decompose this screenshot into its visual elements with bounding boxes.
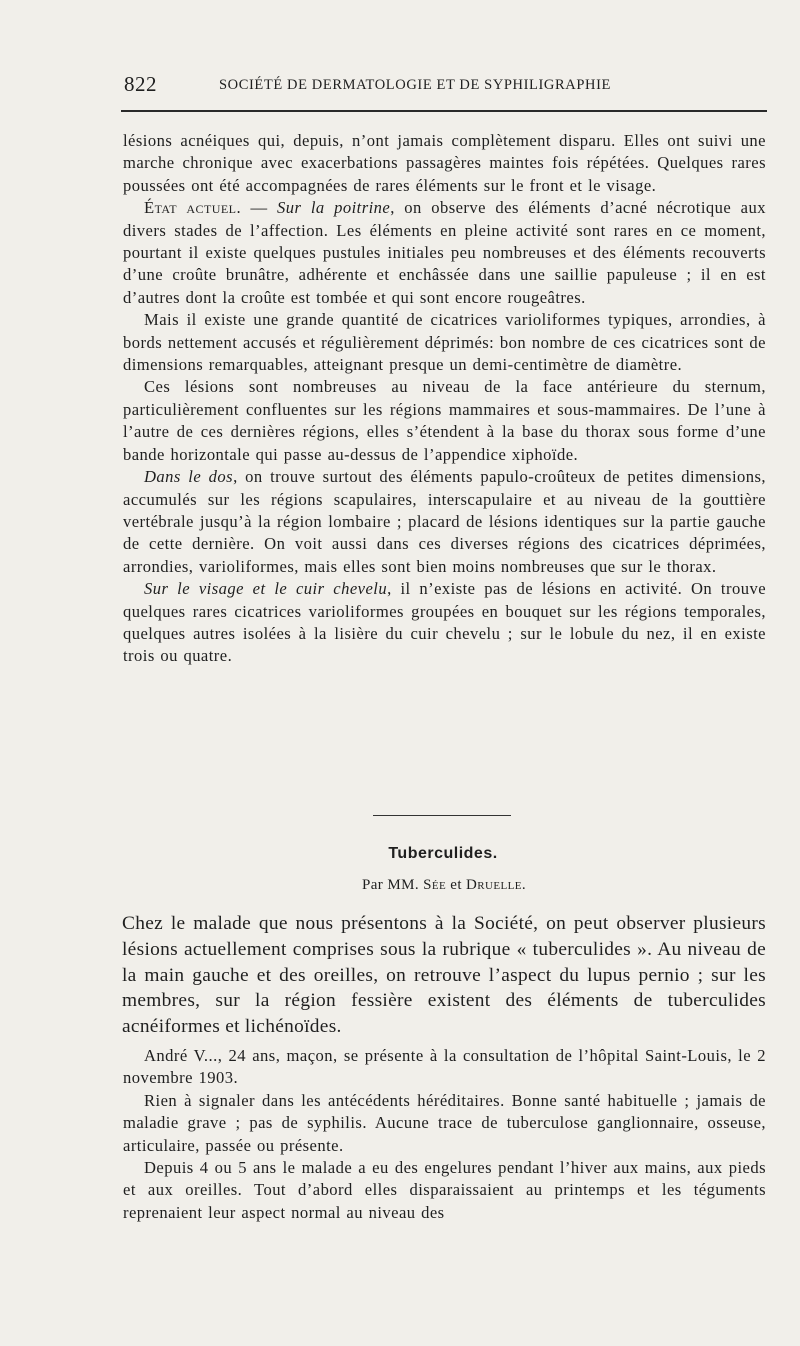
paragraph: Mais il existe une grande quantité de cicatrices varioliformes typiques, arrondies, à bords nettement accusés et régulièrement déprimés: bon nombre de ces cicatrices sont de dimensions remarquables, atteignant presque un demi-centimètre de diamètre. bbox=[123, 310, 766, 375]
italic-lead: Dans le dos bbox=[144, 467, 234, 487]
running-title: SOCIÉTÉ DE DERMATOLOGIE ET DE SYPHILIGRAPHIE bbox=[219, 77, 611, 93]
case-description-continued bbox=[123, 130, 766, 668]
authors-suffix: . bbox=[521, 877, 526, 893]
article-authors bbox=[0, 877, 800, 894]
run-in-heading: État actuel. bbox=[144, 198, 242, 218]
author-name: Druelle bbox=[466, 877, 522, 893]
paragraph: Depuis 4 ou 5 ans le malade a eu des engelures pendant l’hiver aux mains, aux pieds et aux oreilles. Tout d’abord elles disparaissaient au printemps et les téguments reprenaient leur aspect normal au niveau des bbox=[123, 1158, 766, 1222]
paragraph-text: , on trouve surtout des éléments papulo-croûteux de petites dimensions, accumulés sur les régions scapulaires, interscapulaire et au niveau de la gouttière vertébrale jusqu’à la région lombaire ; placard de lésions identiques sur la partie gauche de cette dernière. On voit aussi dans ces diverses régions des cicatrices déprimées, arrondies, varioliformes, mais elles sont bien moins nombreuses que sur le thorax. bbox=[123, 467, 767, 576]
paragraph bbox=[123, 578, 766, 668]
paragraph bbox=[123, 197, 766, 309]
page-header bbox=[124, 72, 764, 102]
case-report bbox=[123, 1045, 766, 1224]
abstract-paragraph: Chez le malade que nous présentons à la Société, on peut observer plusieurs lésions actuellement comprises sous la rubrique « tuberculides ». Au niveau de la main gauche et des oreilles, on retrouve l’aspect du lupus pernio ; sur les membres, sur la région fessière existent des éléments de tuberculides acnéiformes et lichénoïdes. bbox=[122, 913, 766, 1038]
section-divider bbox=[373, 815, 511, 816]
article-title: Tuberculides. bbox=[388, 845, 498, 862]
paragraph bbox=[123, 466, 766, 578]
header-rule bbox=[121, 110, 767, 112]
em-dash: — bbox=[241, 198, 277, 218]
paragraph-text: , on observe des éléments d’acné nécrotique aux divers stades de l’affection. Les éléments en pleine activité sont rares en ce moment, pourtant il existe quelques pustules initiales peu nombreuses et des éléments recouverts d’une croûte brunâtre, adhérente et enchâssée dans une saillie papuleuse ; il en est d’autres dont la croûte est tombée et qui sont encore rougeâtres. bbox=[123, 198, 766, 307]
authors-prefix: Par MM. bbox=[362, 877, 424, 893]
paragraph: André V..., 24 ans, maçon, se présente à la consultation de l’hôpital Saint-Louis, le 2 novembre 1903. bbox=[123, 1046, 766, 1088]
italic-lead: Sur la poitrine bbox=[276, 198, 391, 218]
author-name: Sée bbox=[423, 877, 447, 893]
authors-and: et bbox=[446, 877, 467, 893]
paragraph: Rien à signaler dans les antécédents héréditaires. Bonne santé habituelle ; jamais de maladie grave ; pas de syphilis. Aucune trace de tuberculose ganglionnaire, osseuse, articulaire, passée ou présente. bbox=[123, 1090, 766, 1155]
page-number: 822 bbox=[124, 72, 157, 96]
paragraph: lésions acnéiques qui, depuis, n’ont jamais complètement disparu. Elles ont suivi une marche chronique avec exacerbations passagères maintes fois répétées. Quelques rares poussées ont été accompagnées de rares éléments sur le front et le visage. bbox=[123, 131, 766, 195]
paragraph: Ces lésions sont nombreuses au niveau de la face antérieure du sternum, particulièrement confluentes sur les régions mammaires et sous-mammaires. De l’une à l’autre de ces dernières régions, elles s’étendent à la base du thorax sous forme d’une bande horizontale qui passe au-dessus de l’appendice xiphoïde. bbox=[123, 377, 766, 464]
paragraph-text: , il n’existe pas de lésions en activité. On trouve quelques rares cicatrices varioliformes groupées en bouquet sur les régions temporales, quelques autres isolées à la lisière du cuir chevelu ; sur le lobule du nez, il en existe trois ou quatre. bbox=[123, 579, 767, 666]
article-abstract bbox=[122, 911, 766, 1040]
italic-lead: Sur le visage et le cuir chevelu bbox=[144, 579, 388, 599]
